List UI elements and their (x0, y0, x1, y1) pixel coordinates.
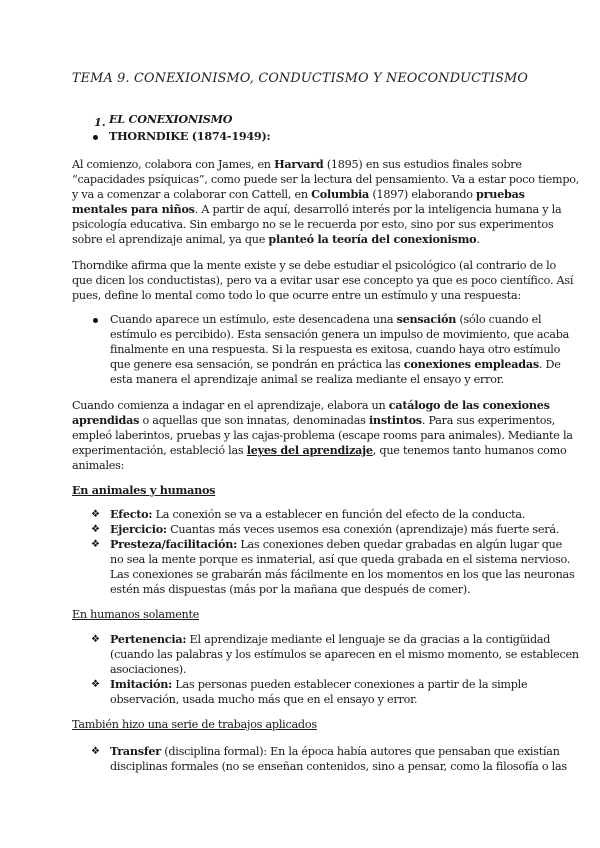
bullet1-line-3: finalmente en una respuesta. Si la respuesta es exitosa, cuando haya otro estímulo (110, 343, 561, 356)
law-presteza-line-3: Las conexiones se grabarán más fácilmente en los momentos en los que las neuronas (110, 568, 575, 581)
para1-line-6: sobre el aprendizaje animal, ya que planteó la teoría del conexionismo. (72, 232, 480, 246)
diamond-bullet-icon: ❖ (91, 539, 100, 550)
law-presteza-line-1: Presteza/facilitación: Las conexiones deben quedar grabadas en algún lugar que (110, 537, 563, 551)
section-heading: EL CONEXIONISMO (109, 112, 233, 126)
para1-line-2: “capacidades psíquicas”, como puede ser la lectura del pensamiento. Va a estar poco tiempo, (72, 173, 580, 186)
page-title: TEMA 9. CONEXIONISMO, CONDUCTISMO Y NEOCONDUCTISMO (71, 71, 529, 86)
para2-line-2: que dicen los conductistas), pero va a evitar usar ese concepto ya que es poco científico. Así (72, 274, 574, 287)
para3-line-2: aprendidas o aquellas que son innatas, denominadas instintos. Para sus experimentos, (72, 413, 556, 427)
para3-line-5: animales: (72, 459, 125, 472)
subheading-applied-works: También hizo una serie de trabajos aplicados (72, 718, 317, 731)
diamond-bullet-icon: ❖ (91, 509, 100, 520)
subheading-animals-humans: En animales y humanos (72, 483, 216, 497)
para1-line-3: y va a comenzar a colaborar con Cattell, en Columbia (1897) elaborando pruebas (72, 187, 525, 201)
bullet1-line-2: estímulo es percibido). Esta sensación genera un impulso de movimiento, que acaba (110, 328, 570, 341)
para3-line-3: empleó laberintos, pruebas y las cajas-problema (escape rooms para animales). Mediante la (72, 429, 573, 442)
diamond-bullet-icon: ❖ (91, 679, 100, 690)
transfer-line-2: disciplinas formales (no se enseñan contenidos, sino a pensar, como la filosofía o las (110, 760, 567, 773)
diamond-bullet-icon: ❖ (91, 746, 100, 757)
para1-line-5: psicología educativa. Sin embargo no se le recuerda por esto, sino por sus experimentos (72, 218, 554, 231)
para3-line-1: Cuando comienza a indagar en el aprendizaje, elabora un catálogo de las conexiones (72, 398, 550, 412)
para2-line-3: pues, define lo mental como todo lo que ocurre entre un estímulo y una respuesta: (72, 289, 521, 302)
para3-line-4: experimentación, estableció las leyes del aprendizaje, que tenemos tanto humanos como (72, 443, 567, 457)
bullet1-line-4: que genere esa sensación, se pondrán en práctica las conexiones empleadas. De (110, 357, 561, 371)
law-pertenencia-line-3: asociaciones). (110, 663, 187, 676)
para1-line-4: mentales para niños. A partir de aquí, desarrolló interés por la inteligencia humana y la (72, 202, 562, 216)
bullet-dot-icon (93, 318, 98, 323)
law-imitacion-line-2: observación, usada mucho más que en el ensayo y error. (110, 693, 418, 706)
bullet1-line-5: esta manera el aprendizaje animal se realiza mediante el ensayo y error. (110, 373, 504, 386)
law-presteza-line-4: estén más dispuestas (más por la mañana que después de comer). (110, 583, 471, 596)
para1-line-1: Al comienzo, colabora con James, en Harvard (1895) en sus estudios finales sobre (72, 157, 522, 171)
bullet-dot-icon (93, 135, 98, 140)
diamond-bullet-icon: ❖ (91, 634, 100, 645)
subheading-humans-only: En humanos solamente (72, 608, 200, 621)
section-number: 1. (94, 115, 106, 129)
law-pertenencia-line-1: Pertenencia: El aprendizaje mediante el lenguaje se da gracias a la contigüidad (110, 632, 551, 646)
law-imitacion-line-1: Imitación: Las personas pueden establecer conexiones a partir de la simple (110, 677, 528, 691)
law-efecto: Efecto: La conexión se va a establecer en función del efecto de la conducta. (110, 507, 526, 521)
diamond-bullet-icon: ❖ (91, 524, 100, 535)
para2-line-1: Thorndike afirma que la mente existe y se debe estudiar el psicológico (al contrario de lo (72, 259, 556, 272)
law-presteza-line-2: no sea la mente porque es inmaterial, así que queda grabada en el sistema nervioso. (110, 553, 571, 566)
transfer-line-1: Transfer (disciplina formal): En la época había autores que pensaban que existían (110, 744, 560, 758)
bullet1-line-1: Cuando aparece un estímulo, este desencadena una sensación (sólo cuando el (110, 312, 542, 326)
law-ejercicio: Ejercicio: Cuantas más veces usemos esa conexión (aprendizaje) más fuerte será. (110, 522, 560, 536)
thorndike-heading: THORNDIKE (1874-1949): (109, 129, 271, 143)
law-pertenencia-line-2: (cuando las palabras y los estímulos se aparecen en el mismo momento, se establecen (110, 648, 579, 661)
